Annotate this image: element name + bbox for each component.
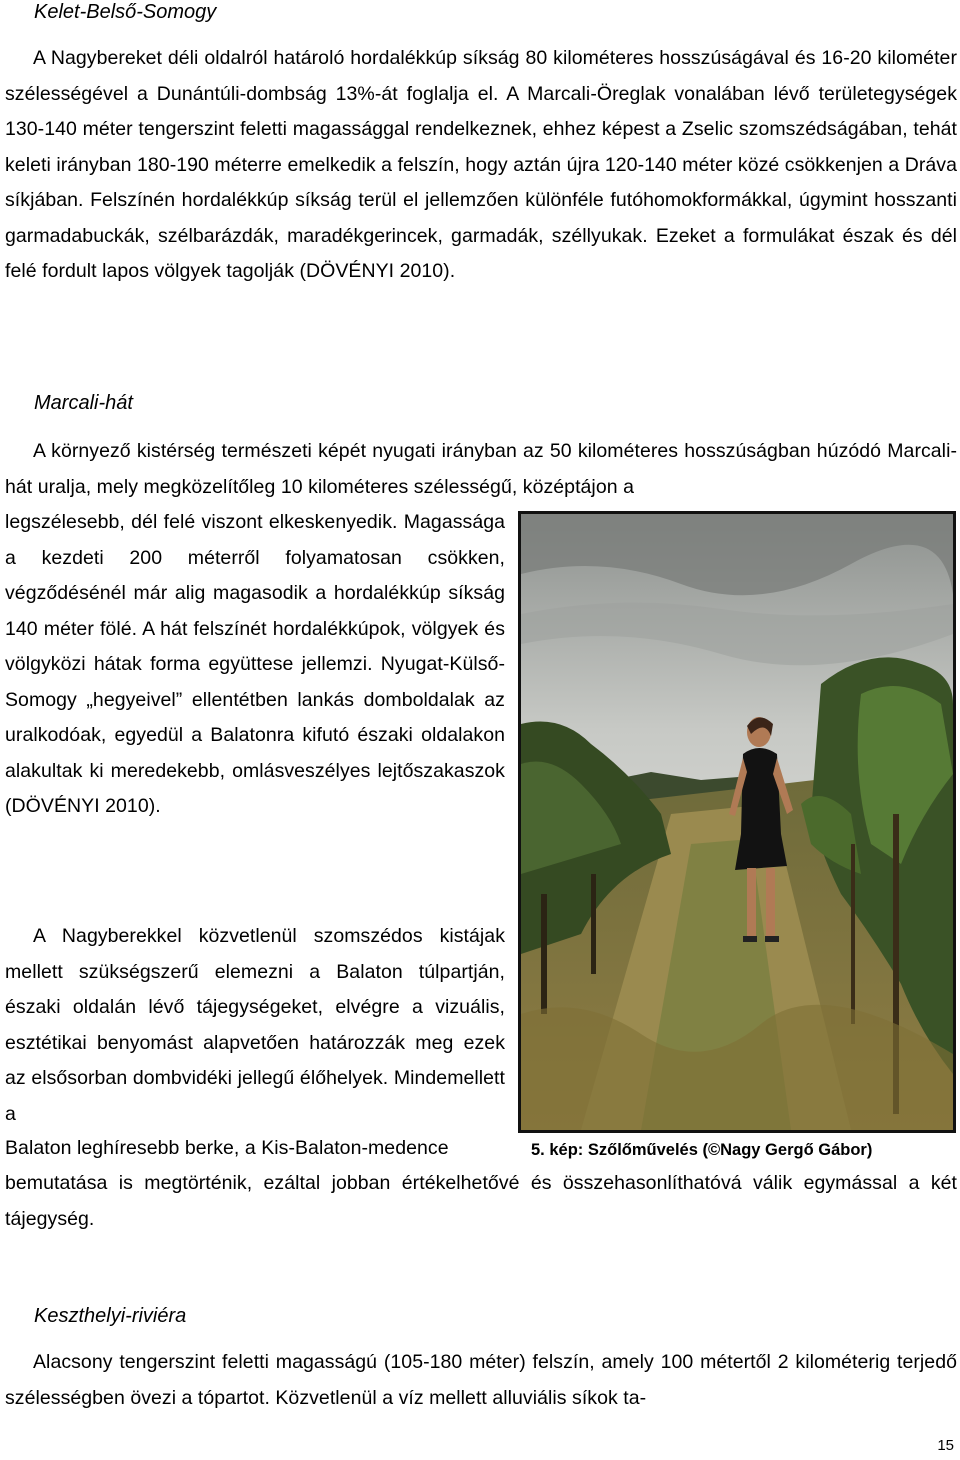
page-number: 15 [937,1437,954,1454]
paragraph-text: A környező kistérség természeti képét nyugati irányban az 50 kilométeres hosszúságban húzódó Marcali-hát uralja, mely megközelítőleg 10 kilométeres szélességű, középtájon a [5,440,957,498]
paragraph-nagyberek-wrapped [5,919,505,1132]
paragraph-keszthelyi-riviera [5,1345,957,1416]
section-heading-kelet-belso-somogy: Kelet-Belső-Somogy [34,1,217,23]
figure-caption: 5. kép: Szőlőművelés (©Nagy Gergő Gábor) [531,1141,873,1159]
vineyard-photo [518,511,956,1133]
paragraph-text: A Nagybereket déli oldalról határoló hordalékkúp síkság 80 kilométeres hosszúságával és 16-20 kilométer szélességével a Dunántúli-dombság 13%-át foglalja el. A Marcali-Öreglak vonalában lévő területegységek 130-140 méter tengerszint feletti magassággal rendelkeznek, ehhez képest a Zselic szomszédságában, tehát keleti irányban 180-190 méterre emelkedik a felszín, hogy aztán újra 120-140 méter közé csökkenjen a Dráva síkjában. Felszínén hordalékkúp síkság terül el jellemzően különféle futóhomokformákkal, úgymint hosszanti garmadabuckák, szélbarázdák, maradékgerincek, garmadák, széllyukak. Ezeket a formulákat észak és dél felé fordult lapos völgyek tagolják (DÖVÉNYI 2010). [5,47,957,282]
paragraph-nagyberek-bottom: bemutatása is megtörténik, ezáltal jobban értékelhetővé és összehasonlíthatóvá válik egymással a két tájegység. [5,1172,957,1230]
paragraph-text: Alacsony tengerszint feletti magasságú (105-180 méter) felszín, amely 100 métertől 2 kilométerig terjedő szélességben övezi a tópartot. Közvetlenül a víz mellett alluviális síkok ta- [5,1351,957,1409]
paragraph-nagyberek-caption-line: Balaton leghíresebb berke, a Kis-Balaton-medence [5,1137,449,1159]
paragraph-kelet-belso-somogy [5,41,957,290]
vineyard-photo-image [521,514,953,1130]
paragraph-text: A Nagyberekkel közvetlenül szomszédos kistájak mellett szükségszerű elemezni a Balaton túlpartján, északi oldalán lévő tájegységeket, elvégre a vizuális, esztétikai benyomást alapvetően határozzák meg ezek az elsősorban dombvidéki jellegű élőhelyek. Mindemellett a [5,925,505,1125]
section-heading-keszthelyi-riviera: Keszthelyi-riviéra [34,1305,187,1327]
paragraph-marcali-hat-top [5,434,957,505]
paragraph-marcali-hat-wrapped: legszélesebb, dél felé viszont elkeskenyedik. Magassága a kezdeti 200 méterről folyamatosan csökken, végződésénél már alig magasodik a hordalékkúp síkság 140 méter fölé. A hát felszínét hordalékkúpok, völgyek és völgyközi hátak forma együttese jellemzi. Nyugat-Külső-Somogy „hegyeivel” ellentétben lankás domboldalak az uralkodóak, egyedül a Balatonra kifutó északi oldalakon alakultak ki meredekebb, omlásveszélyes lejtőszakaszok (DÖVÉNYI 2010). [5,511,505,817]
section-heading-marcali-hat: Marcali-hát [34,392,133,414]
